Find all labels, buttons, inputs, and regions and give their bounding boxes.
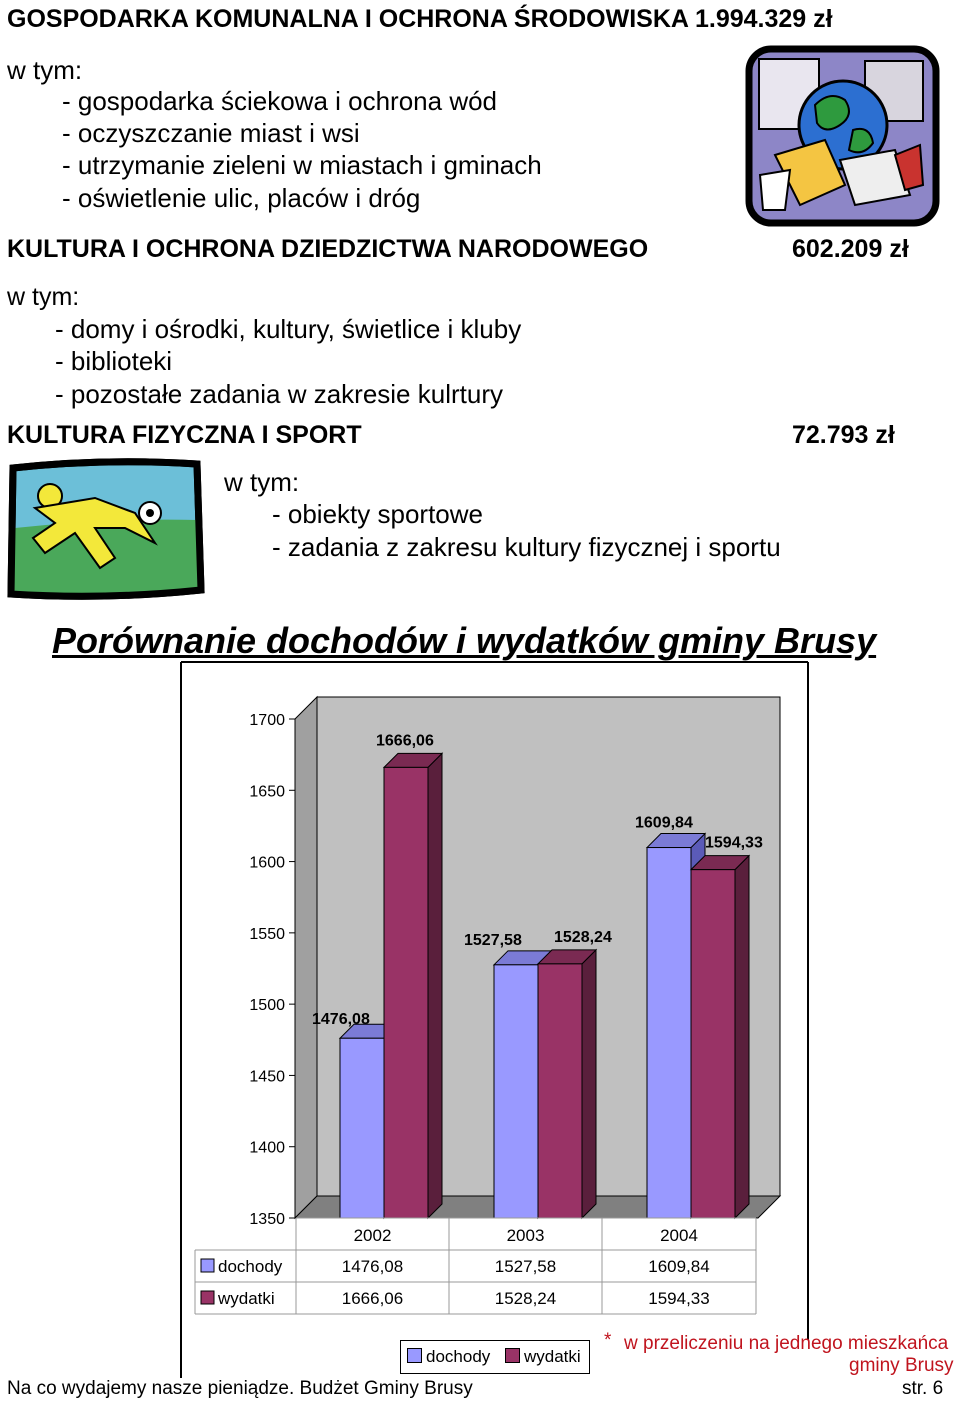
chart-side-wall <box>295 697 317 1218</box>
legend-entry-dochody: dochody <box>407 1347 490 1367</box>
table-series-name: wydatki <box>218 1289 275 1308</box>
section1-heading: GOSPODARKA KOMUNALNA I OCHRONA ŚRODOWISKA 1.994.329 zł <box>7 5 833 33</box>
bar-dochody <box>340 1038 384 1218</box>
table-header-year: 2003 <box>506 1226 545 1245</box>
bar-side-wydatki <box>735 856 749 1218</box>
table-swatch-dochody <box>201 1259 214 1272</box>
y-tick-label: 1450 <box>249 1068 285 1086</box>
section3-heading: KULTURA FIZYCZNA I SPORT <box>7 421 362 449</box>
section3-item: - obiekty sportowe <box>272 499 483 529</box>
data-label-dochody: 1609,84 <box>635 814 693 832</box>
table-header-year: 2002 <box>353 1226 392 1245</box>
data-label-dochody: 1476,08 <box>312 1011 370 1029</box>
section2-item: - biblioteki <box>55 346 173 376</box>
chart-title: Porównanie dochodów i wydatków gminy Brusy <box>52 620 877 661</box>
bar-wydatki <box>691 870 735 1218</box>
y-tick-label: 1600 <box>249 854 285 872</box>
section2-amount: 602.209 zł <box>792 235 909 263</box>
y-tick-label: 1650 <box>249 783 285 801</box>
table-series-name: dochody <box>218 1257 283 1276</box>
table-cell-dochody: 1527,58 <box>494 1257 557 1276</box>
data-label-wydatki: 1666,06 <box>376 732 434 750</box>
bar-dochody <box>647 848 691 1218</box>
y-tick-label: 1700 <box>249 712 285 729</box>
legend-entry-wydatki: wydatki <box>505 1347 581 1367</box>
table-header-year: 2004 <box>660 1226 698 1245</box>
table-swatch-wydatki <box>201 1291 214 1304</box>
note-line2: gminy Brusy <box>849 1355 954 1376</box>
legend-swatch-dochody <box>407 1348 422 1363</box>
section1-item: - gospodarka ściekowa i ochrona wód <box>62 86 498 116</box>
bar-wydatki <box>538 964 582 1218</box>
section3-amount: 72.793 zł <box>792 421 895 449</box>
section2-item: - pozostałe zadania w zakresie kulrtury <box>55 379 503 409</box>
bar-dochody <box>494 965 538 1218</box>
section2-item: - domy i ośrodki, kultury, świetlice i kluby <box>55 314 522 344</box>
bar-side-wydatki <box>582 950 596 1218</box>
table-cell-wydatki: 1528,24 <box>494 1289 557 1308</box>
chart-legend <box>400 1340 590 1374</box>
y-tick-label: 1400 <box>249 1139 285 1157</box>
note-star: * <box>604 1330 612 1351</box>
footer-text: Na co wydajemy nasze pieniądze. Budżet Gminy Brusy <box>7 1378 473 1399</box>
section2-wtym: w tym: <box>7 283 80 311</box>
table-cell-wydatki: 1666,06 <box>341 1289 404 1308</box>
section1-amount: 1.994.329 zł <box>694 5 833 33</box>
table-cell-wydatki: 1594,33 <box>648 1289 710 1308</box>
table-cell-dochody: 1476,08 <box>341 1257 404 1276</box>
section1-item: - oczyszczanie miast i wsi <box>62 118 360 148</box>
section1-item: - utrzymanie zieleni w miastach i gminach <box>62 150 542 180</box>
y-tick-label: 1350 <box>249 1211 285 1228</box>
y-tick-label: 1550 <box>249 925 285 943</box>
y-tick-label: 1500 <box>249 997 285 1015</box>
table-cell-dochody: 1609,84 <box>648 1257 710 1276</box>
section3-item: - zadania z zakresu kultury fizycznej i sportu <box>272 532 781 562</box>
page-number: str. 6 <box>902 1378 944 1399</box>
section1-wtym: w tym: <box>7 55 83 85</box>
data-label-dochody: 1527,58 <box>464 931 522 949</box>
legend-swatch-wydatki <box>505 1348 520 1363</box>
section3-wtym: w tym: <box>224 467 300 497</box>
section1-item: - oświetlenie ulic, placów i dróg <box>62 183 421 213</box>
note-line1: w przeliczeniu na jednego mieszkańca <box>624 1333 949 1354</box>
bar-wydatki <box>384 767 428 1218</box>
section2-heading: KULTURA I OCHRONA DZIEDZICTWA NARODOWEGO <box>7 235 649 263</box>
data-label-wydatki: 1528,24 <box>554 928 612 946</box>
bar-side-wydatki <box>428 753 442 1218</box>
data-label-wydatki: 1594,33 <box>705 834 763 852</box>
